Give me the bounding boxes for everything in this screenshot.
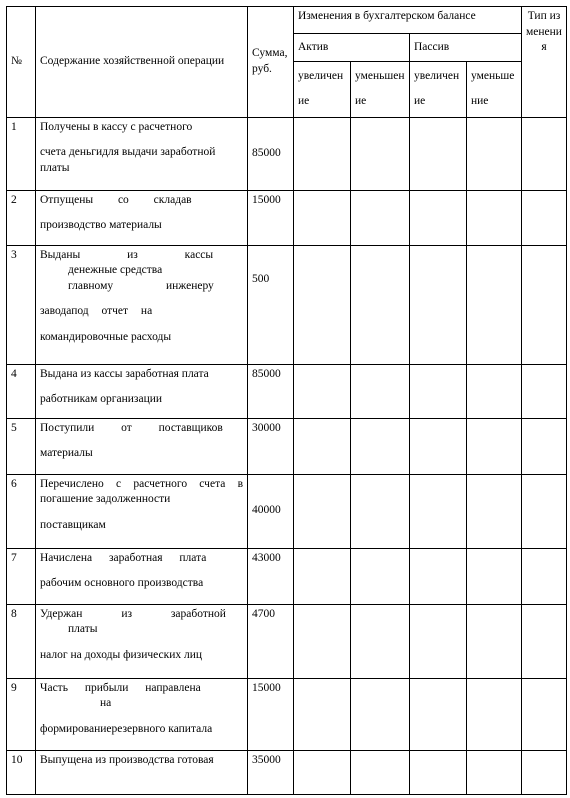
cell-empty — [410, 548, 467, 604]
cell-empty — [351, 245, 410, 364]
cell-empty — [410, 117, 467, 190]
table-row — [7, 548, 567, 604]
row-number: 7 — [7, 548, 36, 604]
cell-empty — [294, 117, 351, 190]
cell-empty — [410, 678, 467, 750]
cell-empty — [410, 245, 467, 364]
cell-empty — [294, 750, 351, 794]
row-content — [36, 117, 248, 190]
table-row — [7, 678, 567, 750]
row-text-line: Выдана из кассы заработная плата — [40, 367, 209, 380]
cell-empty — [410, 364, 467, 418]
cell-empty — [294, 678, 351, 750]
row-text-line: формированиерезервного капитала — [40, 722, 213, 735]
row-sum: 40000 — [248, 474, 294, 548]
row-text-line: Выданы из кассы — [40, 248, 214, 261]
cell-empty — [351, 474, 410, 548]
row-text-line: Часть прибыли направлена — [40, 681, 201, 694]
row-sum: 85000 — [248, 117, 294, 190]
header-sum: Сумма, руб. — [248, 7, 294, 118]
table-row — [7, 750, 567, 794]
cell-empty — [522, 418, 567, 474]
cell-empty — [467, 604, 522, 678]
row-content — [36, 418, 248, 474]
cell-empty — [351, 117, 410, 190]
cell-empty — [522, 604, 567, 678]
row-number: 3 — [7, 245, 36, 364]
operations-table — [6, 6, 567, 795]
row-text-line: на — [100, 697, 112, 710]
cell-empty — [522, 245, 567, 364]
table-row — [7, 364, 567, 418]
cell-empty — [467, 548, 522, 604]
row-number: 6 — [7, 474, 36, 548]
cell-empty — [351, 604, 410, 678]
row-number: 8 — [7, 604, 36, 678]
row-content — [36, 190, 248, 245]
row-content: Выпущена из производства готовая — [36, 750, 248, 794]
header-content: Содержание хозяйственной операции — [36, 7, 248, 118]
row-sum: 85000 — [248, 364, 294, 418]
cell-empty — [410, 474, 467, 548]
cell-empty — [410, 418, 467, 474]
row-text-line: заводапод отчет на — [40, 305, 153, 318]
header-passive: Пассив — [410, 34, 522, 62]
row-text-line: рабочим основного производства — [40, 577, 204, 590]
row-number: 1 — [7, 117, 36, 190]
cell-empty — [467, 245, 522, 364]
row-sum: 15000 — [248, 190, 294, 245]
row-text-line: Поступили от поставщиков — [40, 421, 223, 434]
cell-empty — [467, 474, 522, 548]
table-row — [7, 418, 567, 474]
header-number: № — [7, 7, 36, 118]
row-text-line: производство материалы — [40, 219, 162, 232]
table-row — [7, 117, 567, 190]
row-content — [36, 604, 248, 678]
cell-empty — [522, 364, 567, 418]
row-sum: 15000 — [248, 678, 294, 750]
cell-empty — [351, 190, 410, 245]
cell-empty — [522, 750, 567, 794]
header-active: Актив — [294, 34, 410, 62]
table-row — [7, 245, 567, 364]
row-sum: 43000 — [248, 548, 294, 604]
row-text-line: денежные средства — [68, 264, 163, 277]
row-text-line: Перечислено с расчетного счета в погашение задолженности — [40, 477, 243, 506]
cell-empty — [467, 750, 522, 794]
row-text-line: Удержан из заработной — [40, 607, 226, 620]
table-row — [7, 190, 567, 245]
row-text-line: Получены в кассу с расчетного — [40, 120, 193, 133]
cell-empty — [522, 548, 567, 604]
cell-empty — [467, 190, 522, 245]
cell-empty — [410, 750, 467, 794]
row-sum: 30000 — [248, 418, 294, 474]
cell-empty — [522, 474, 567, 548]
row-text-line: главному инженеру — [68, 279, 214, 292]
cell-empty — [351, 418, 410, 474]
row-text-line: Отпущены со складав — [40, 193, 192, 206]
row-text-line: Начислена заработная плата — [40, 551, 207, 564]
header-passive-increase: увеличение — [410, 62, 467, 118]
cell-empty — [522, 678, 567, 750]
cell-empty — [294, 474, 351, 548]
cell-empty — [351, 678, 410, 750]
row-sum: 35000 — [248, 750, 294, 794]
cell-empty — [294, 364, 351, 418]
row-sum: 4700 — [248, 604, 294, 678]
cell-empty — [351, 750, 410, 794]
cell-empty — [294, 548, 351, 604]
cell-empty — [522, 190, 567, 245]
row-text-line: командировочные расходы — [40, 330, 172, 343]
header-active-decrease: уменьшение — [351, 62, 410, 118]
row-content — [36, 364, 248, 418]
row-text-line: налог на доходы физических лиц — [40, 648, 203, 661]
row-content — [36, 245, 248, 364]
header-passive-decrease: уменьшение — [467, 62, 522, 118]
table-row — [7, 474, 567, 548]
table-row — [7, 604, 567, 678]
row-content — [36, 548, 248, 604]
row-text-line: поставщикам — [40, 518, 106, 531]
row-content — [36, 678, 248, 750]
cell-empty — [410, 604, 467, 678]
row-number: 10 — [7, 750, 36, 794]
row-text-line: платы — [68, 623, 98, 636]
row-sum: 500 — [248, 245, 294, 364]
cell-empty — [351, 364, 410, 418]
row-text-line: счета деньгидля выдачи заработной платы — [40, 146, 216, 174]
cell-empty — [294, 190, 351, 245]
row-number: 4 — [7, 364, 36, 418]
cell-empty — [522, 117, 567, 190]
header-active-increase: увеличение — [294, 62, 351, 118]
cell-empty — [467, 117, 522, 190]
header-balance-changes: Изменения в бухгалтерском балансе — [294, 7, 522, 34]
row-number: 2 — [7, 190, 36, 245]
cell-empty — [294, 604, 351, 678]
cell-empty — [294, 418, 351, 474]
row-text-line: работникам организации — [40, 393, 163, 406]
cell-empty — [351, 548, 410, 604]
header-type: Тип изменения — [522, 7, 567, 118]
row-number: 5 — [7, 418, 36, 474]
row-number: 9 — [7, 678, 36, 750]
cell-empty — [467, 678, 522, 750]
row-content — [36, 474, 248, 548]
row-text-line: материалы — [40, 447, 93, 460]
cell-empty — [467, 418, 522, 474]
cell-empty — [294, 245, 351, 364]
cell-empty — [410, 190, 467, 245]
cell-empty — [467, 364, 522, 418]
